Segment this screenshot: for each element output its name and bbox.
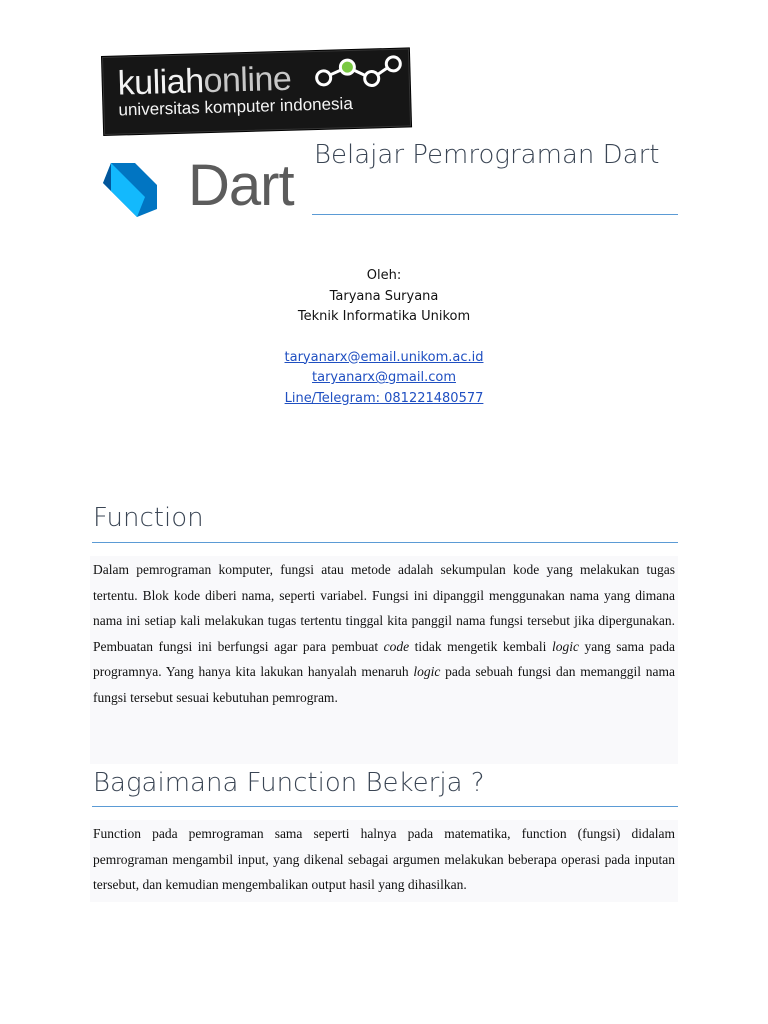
section-heading-how-function-works: Bagaimana Function Bekerja ? — [93, 768, 485, 798]
paragraph-how-function-works: Function pada pemrograman sama seperti halnya pada matematika, function (fungsi) didalam pemrograman mengambil input, yang dikenal sebagai argumen melakukan beberapa operasi pada inputan tersebut, dan kemudian mengembalikan output hasil yang dihasilkan. — [93, 826, 675, 892]
document-title: Belajar Pemrograman Dart — [314, 140, 660, 170]
dart-wordmark: Dart — [188, 153, 294, 218]
emphasis-logic: logic — [551, 638, 579, 654]
emphasis-code: code — [383, 638, 410, 654]
kuliahonline-logo — [102, 48, 411, 135]
email-link-gmail[interactable]: taryanarx@gmail.com — [312, 370, 456, 385]
title-divider — [312, 214, 678, 215]
author-spacer — [184, 328, 584, 348]
logo-subtitle: universitas komputer indonesia — [118, 94, 354, 120]
logo-word-bold: kuliah — [117, 62, 205, 103]
section-divider-how-function-works — [92, 806, 678, 807]
section-heading-function: Function — [93, 503, 204, 533]
dart-logo-icon — [97, 157, 161, 221]
contact-link-line-telegram[interactable]: Line/Telegram: 081221480577 — [284, 390, 484, 406]
section-divider-function — [92, 542, 678, 543]
author-block — [184, 266, 584, 409]
logo-network-dots-icon — [313, 54, 406, 97]
section-body-function — [90, 556, 678, 764]
section-body-how-function-works — [90, 820, 678, 902]
author-affiliation: Teknik Informatika Unikom — [297, 309, 471, 324]
emphasis-logic-2: logic — [413, 664, 441, 679]
email-link-unikom[interactable]: taryanarx@email.unikom.ac.id — [284, 349, 484, 365]
author-name: Taryana Suryana — [329, 288, 439, 304]
author-by-label: Oleh: — [366, 268, 402, 283]
paragraph-function: Dalam pemrograman komputer, fungsi atau metode adalah sekumpulan kode yang melakukan tugas tertentu. Blok kode diberi nama, seperti variabel. Fungsi ini dipanggil menggunakan nama yang dimana nama ini setiap kali melakukan tugas tertentu tinggal kita panggil nama fungsi tersebut jika dipergunakan. Pembuatan fungsi ini berfungsi agar para pembuat code tidak mengetik kembali logic yang sama pada programnya. Yang hanya kita lakukan hanyalah menaruh logic pada sebuah fungsi dan memanggil nama fungsi tersebut sesuai kebutuhan pemrogram. — [93, 562, 676, 705]
logo-word-light: online — [203, 59, 292, 101]
